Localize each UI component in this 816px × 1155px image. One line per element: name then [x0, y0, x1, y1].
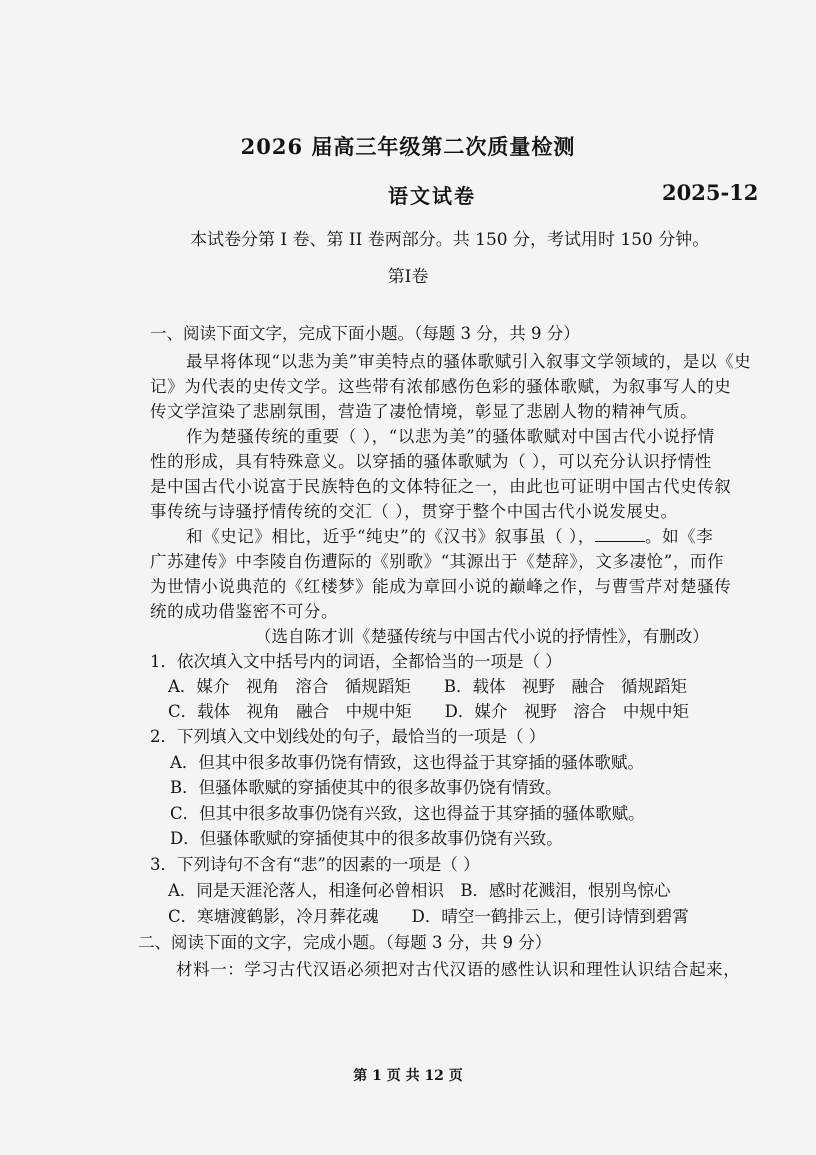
- passage-line: 事传统与诗骚抒情传统的交汇（ ），贯穿于整个中国古代小说发展史。: [150, 502, 678, 521]
- passage-line: 性的形成，具有特殊意义。以穿插的骚体歌赋为（ ），可以充分认识抒情性: [150, 452, 712, 471]
- question-stem: 3．下列诗句不含有“悲”的因素的一项是（ ）: [150, 855, 480, 874]
- passage-line: 广苏建传》中李陵自伤遭际的《别歌》“其源出于《楚辞》，文多凄怆”，而作: [150, 552, 725, 571]
- passage-line-with-blank: [186, 523, 713, 547]
- question-options: A．媒介 视角 溶合 循规蹈矩 B．载体 视野 融合 循规蹈矩: [168, 677, 688, 696]
- section2-heading: 二、阅读下面的文字，完成小题。（每题 3 分，共 9 分）: [138, 933, 552, 952]
- passage-line: 是中国古代小说富于民族特色的文体特征之一，由此也可证明中国古代史传叙: [150, 477, 732, 496]
- question-option: A．但其中很多故事仍饶有情致，这也得益于其穿插的骚体歌赋。: [170, 753, 644, 772]
- question-options: C．寒塘渡鹤影，冷月葬花魂 D．晴空一鹤排云上，便引诗情到碧霄: [168, 907, 689, 926]
- exam-intro: 本试卷分第 I 卷、第 II 卷两部分。共 150 分，考试用时 150 分钟。: [190, 230, 710, 250]
- passage-line: 最早将体现“以悲为美”审美特点的骚体歌赋引入叙事文学领域的，是以《史: [186, 352, 752, 371]
- exam-date: 2025-12: [662, 180, 759, 205]
- material-first-line: 材料一：学习古代汉语必须把对古代汉语的感性认识和理性认识结合起来，: [176, 960, 741, 979]
- passage-text: 。如《李: [644, 527, 714, 546]
- passage-source: （选自陈才训《楚骚传统与中国古代小说的抒情性》，有删改）: [255, 627, 709, 646]
- question-option: C．但其中很多故事仍饶有兴致，这也得益于其穿插的骚体歌赋。: [170, 804, 645, 823]
- fill-blank-underline: [595, 540, 645, 542]
- passage-line: 传文学渲染了悲剧氛围，营造了凄怆情境，彰显了悲剧人物的精神气质。: [150, 402, 698, 421]
- question-options: A．同是天涯沦落人，相逢何必曾相识 B．感时花溅泪，恨别鸟惊心: [168, 881, 671, 900]
- question-option: D．但骚体歌赋的穿插使其中的很多故事仍饶有兴致。: [170, 829, 563, 848]
- subject-label: 语文试卷: [388, 184, 476, 208]
- passage-line: 为世情小说典范的《红楼梦》能成为章回小说的巅峰之作，与曹雪芹对楚骚传: [150, 577, 732, 596]
- exam-title: 2026 届高三年级第二次质量检测: [240, 134, 576, 159]
- question-stem: 2．下列填入文中划线处的句子，最恰当的一项是（ ）: [150, 727, 546, 746]
- section1-heading: 一、阅读下面文字，完成下面小题。（每题 3 分，共 9 分）: [150, 324, 580, 343]
- passage-line: 统的成功借鉴密不可分。: [150, 602, 339, 621]
- page-footer: 第 1 页 共 12 页: [353, 1068, 463, 1084]
- volume-heading: 第I卷: [387, 267, 429, 287]
- passage-line: 作为楚骚传统的重要（ ），“以悲为美”的骚体歌赋对中国古代小说抒情: [186, 427, 715, 446]
- question-options: C．载体 视角 融合 中规中矩 D．媒介 视野 溶合 中规中矩: [168, 702, 689, 721]
- question-option: B．但骚体歌赋的穿插使其中的很多故事仍饶有情致。: [170, 778, 562, 797]
- passage-text: 和《史记》相比，近乎“纯史”的《汉书》叙事虽（ ），: [186, 527, 595, 546]
- passage-line: 记》为代表的史传文学。这些带有浓郁感伤色彩的骚体歌赋，为叙事写人的史: [150, 377, 732, 396]
- question-stem: 1．依次填入文中括号内的词语，全都恰当的一项是（ ）: [150, 652, 562, 671]
